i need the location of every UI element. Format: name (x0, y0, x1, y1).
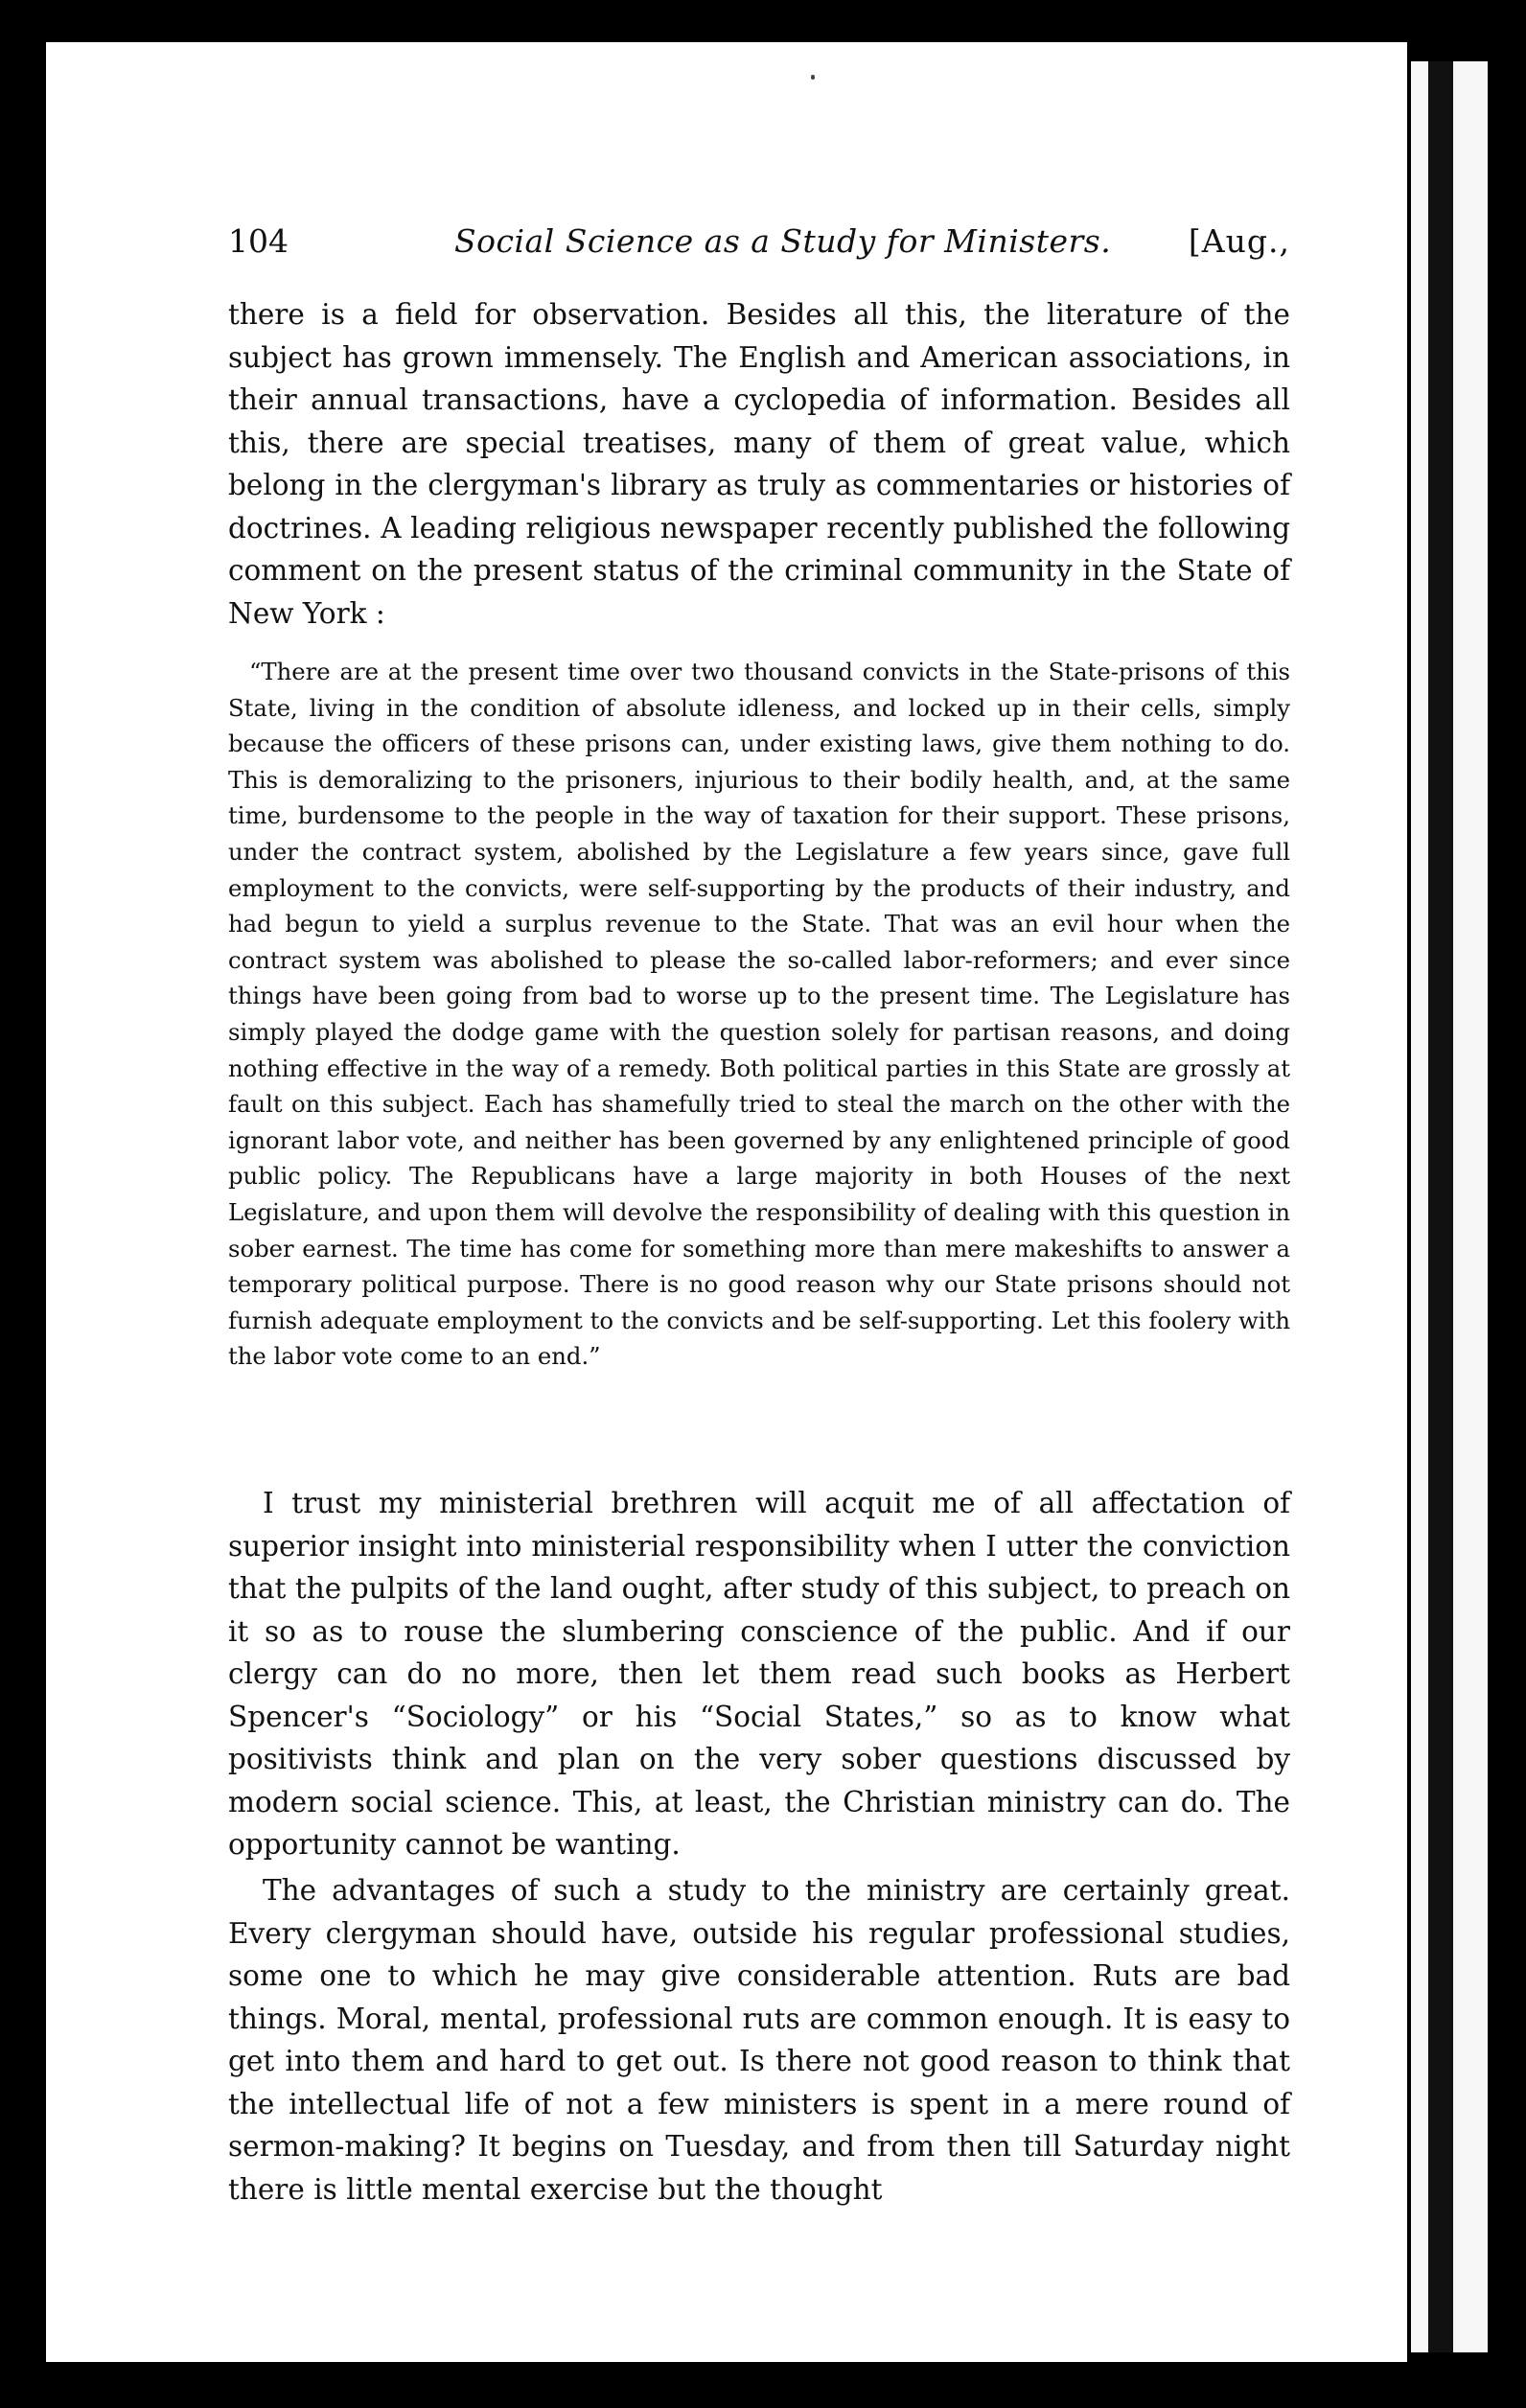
body-paragraph-3-block (228, 1869, 1290, 2211)
running-date: [Aug., (1188, 222, 1290, 260)
newspaper-quotation: “There are at the present time over two thousand convicts in the State-prisons of this State, living in the condition of absolute idleness, and locked up in their cells, simply because the officers of these prisons can, under existing laws, give them nothing to do. This is demoralizing to the prisoners, injurious to their bodily health, and, at the same time, burdensome to the people in the way of taxation for their support. These prisons, under the contract system, abolished by the Legislature a few years since, gave full employment to the convicts, were self-supporting by the products of their industry, and had begun to yield a surplus revenue to the State. That was an evil hour when the contract system was abolished to please the so-called labor-reformers; and ever since things have been going from bad to worse up to the present time. The Legislature has simply played the dodge game with the question solely for partisan reasons, and doing nothing effective in the way of a remedy. Both political parties in this State are grossly at fault on this subject. Each has shamefully tried to steal the march on the other with the ignorant labor vote, and neither has been governed by any enlightened principle of good public policy. The Republicans have a large majority in both Houses of the next Legislature, and upon them will devolve the responsibility of dealing with this question in sober earnest. The time has come for something more than mere makeshifts to answer a temporary political purpose. There is no good reason why our State prisons should not furnish adequate employment to the convicts and be self-supporting. Let this foolery with the labor vote come to an end.” (228, 658, 1290, 1371)
page-gutter-shadow (1428, 61, 1453, 2352)
speck-mark (811, 75, 815, 80)
body-paragraph-2: I trust my ministerial brethren will acquit me of all affectation of superior insight into ministerial responsibility when I utter the conviction that the pulpits of the land ought, after study of this subject, to preach on it so as to rouse the slumbering conscience of the public. And if our clergy can do no more, then let them read such books as Herbert Spencer's “Sociology” or his “Social States,” so as to know what positivists think and plan on the very sober questions discussed by modern social science. This, at least, the Christian ministry can do. The opportunity cannot be wanting. (228, 1487, 1290, 1861)
body-paragraph-3: The advantages of such a study to the ministry are certainly great. Every clergyman should have, outside his regular professional studies, some one to which he may give considerable attention. Ruts are bad things. Moral, mental, professional ruts are common enough. It is easy to get into them and hard to get out. Is there not good reason to think that the intellectual life of not a few ministers is spent in a mere round of sermon-making? It begins on Tuesday, and from then till Saturday night there is little mental exercise but the thought (228, 1874, 1290, 2206)
page-number: 104 (228, 222, 289, 260)
body-paragraph-1-block (228, 293, 1290, 635)
running-header (228, 222, 1290, 276)
quote-block (228, 654, 1290, 1375)
body-paragraph-2-block (228, 1482, 1290, 1866)
body-paragraph-1: there is a field for observation. Besides all this, the literature of the subject has grown immensely. The English and American associations, in their annual transactions, have a cyclopedia of information. Besides all this, there are special treatises, many of them of great value, which belong in the clergyman's library as truly as commentaries or histories of doctrines. A leading religious newspaper recently published the following comment on the present status of the criminal community in the State of New York : (228, 298, 1290, 630)
running-title: Social Science as a Study for Ministers. (454, 222, 1112, 260)
